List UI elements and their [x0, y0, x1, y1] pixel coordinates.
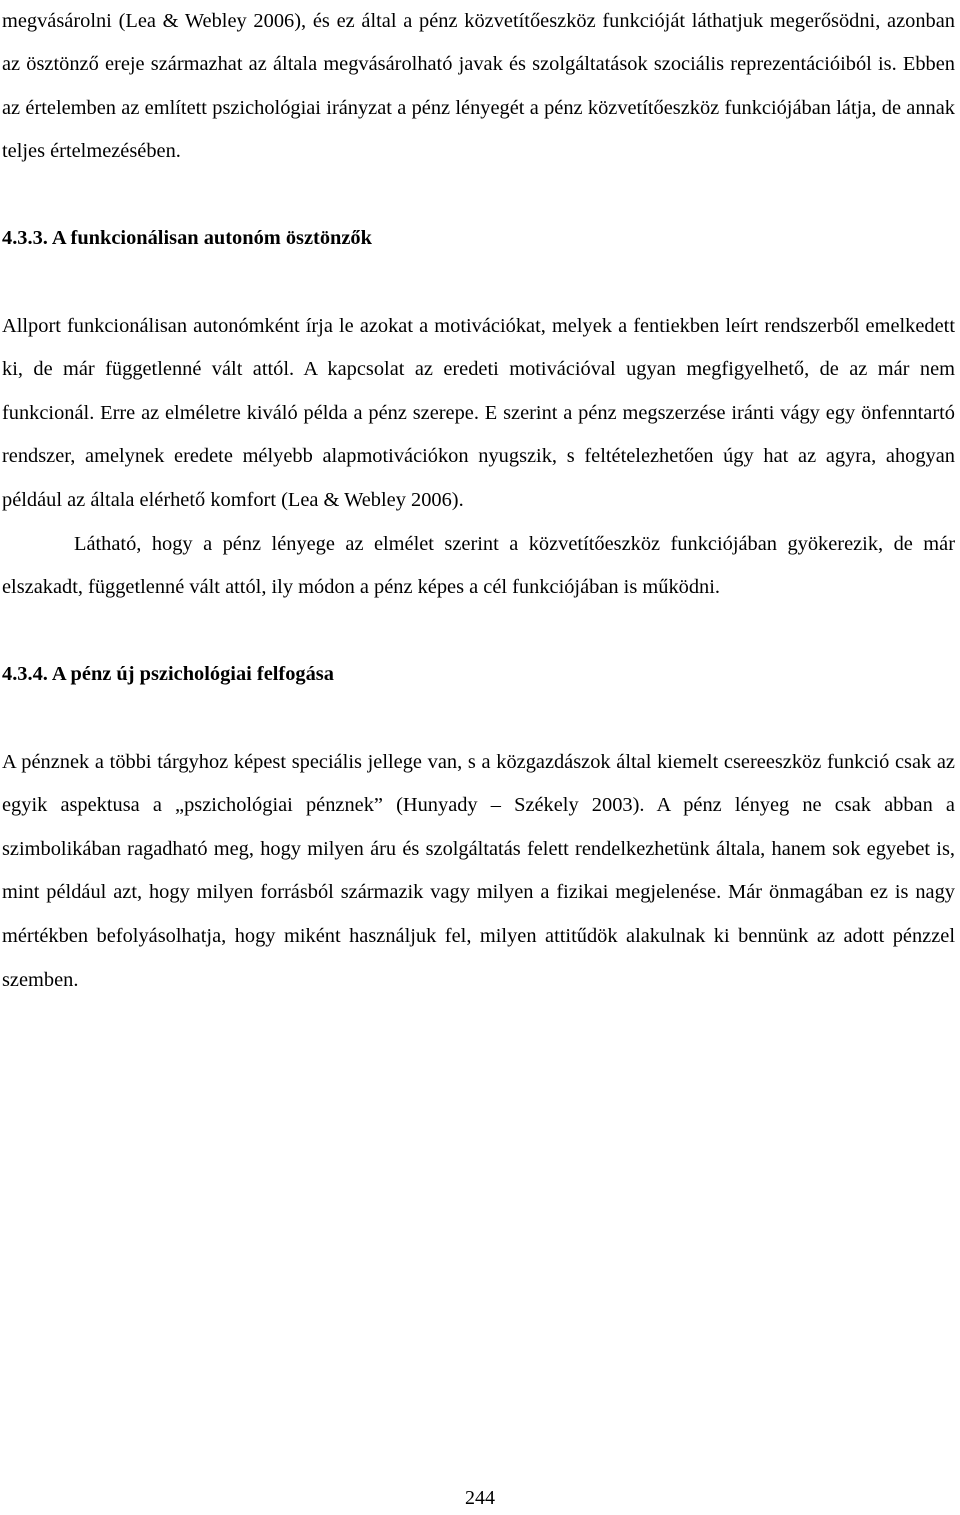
section-heading-4-3-3: 4.3.3. A funkcionálisan autonóm ösztönzők [2, 227, 372, 250]
spacer [2, 174, 955, 218]
section-heading-4-3-4: 4.3.4. A pénz új pszichológiai felfogása [2, 663, 334, 686]
intro-paragraph: megvásárolni (Lea & Webley 2006), és ez által a pénz közvetítőeszköz funkcióját láthatjuk megerősödni, azonban az ösztönző ereje származhat az általa megvásárolható javak és szolgáltatások szociális reprezentációiból is. Ebben az értelemben az említett pszichológiai irányzat a pénz lényegét a pénz közvetítőeszköz funkciójában látja, de annak teljes értelmezésében. [2, 9, 955, 163]
section-4-3-3-paragraph-1: Allport funkcionálisan autonómként írja le azokat a motivációkat, melyek a fentiekben leírt rendszerből emelkedett ki, de már függetlenné vált attól. A kapcsolat az eredeti motivációval ugyan megfigyelhető, de az már nem funkcionál. Erre az elméletre kiváló példa a pénz szerepe. E szerint a pénz megszerzése iránti vágy egy önfenntartó rendszer, amelynek eredete mélyebb alapmotivációkon nyugszik, s feltételezhetően úgy hat az agyra, ahogyan például az általa elérhető komfort (Lea & Webley 2006). [2, 314, 955, 512]
page-number: 244 [465, 1487, 495, 1509]
section-4-3-4-paragraph-1: A pénznek a többi tárgyhoz képest speciális jellege van, s a közgazdászok által kiemelt csereeszköz funkció csak az egyik aspektusa a „pszichológiai pénznek” (Hunyady – Székely 2003). A pénz lényeg ne csak abban a szimbolikában ragadható meg, hogy milyen áru és szolgáltatás felett rendelkezhetünk általa, hanem sok egyebet is, mint például azt, hogy milyen forrásból származik vagy milyen a fizikai megjelenése. Már önmagában ez is nagy mértékben befolyásolhatja, hogy miként használjuk fel, milyen attitűdök alakulnak ki bennünk az adott pénzzel szemben. [2, 750, 955, 991]
section-4-3-3-paragraph-2: Látható, hogy a pénz lényege az elmélet szerint a közvetítőeszköz funkciójában gyökerezik, de már elszakadt, függetlenné vált attól, ily módon a pénz képes a cél funkciójában is működni. [2, 532, 955, 599]
spacer [2, 697, 955, 741]
spacer [2, 610, 955, 654]
document-page [2, 0, 955, 1002]
spacer [2, 261, 955, 305]
